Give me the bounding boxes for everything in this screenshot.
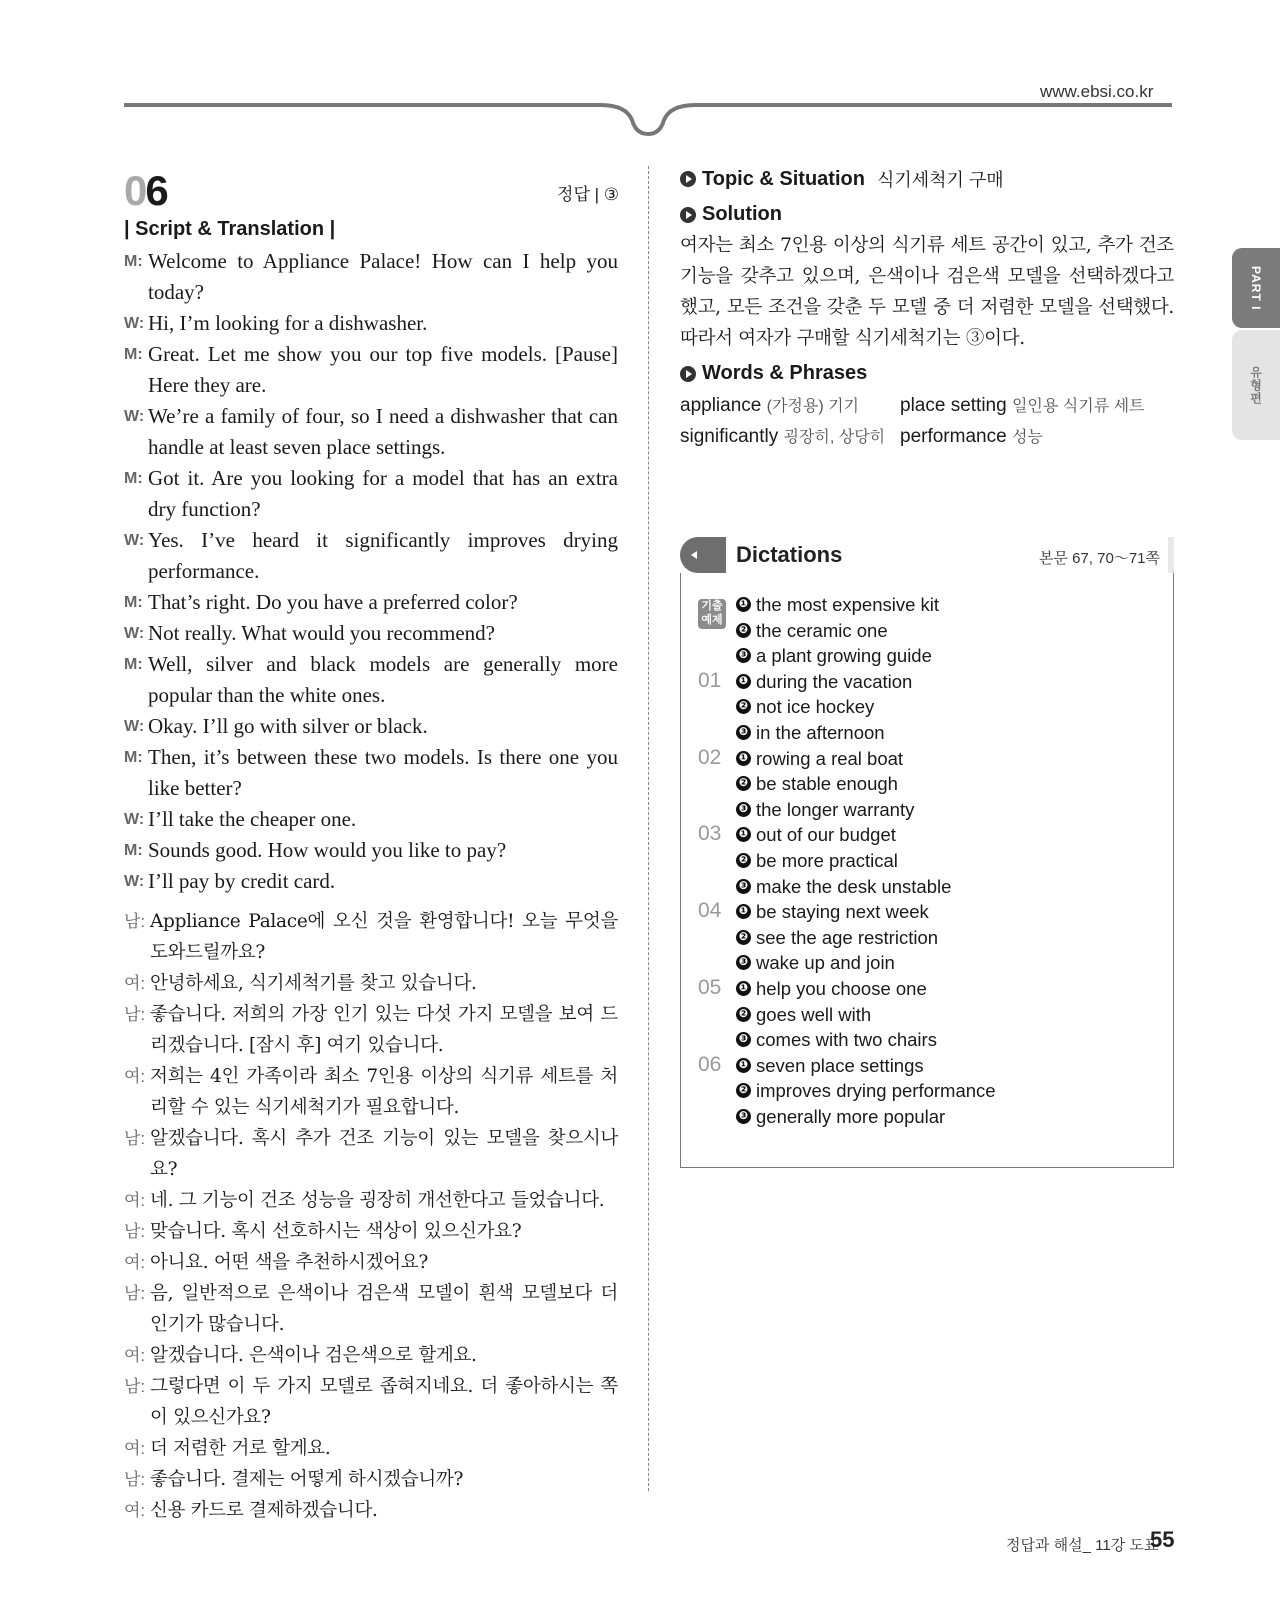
circled-number-icon: ❶ bbox=[736, 1058, 751, 1073]
dictation-text: be more practical bbox=[756, 850, 898, 871]
dictations-title: Dictations bbox=[736, 542, 843, 567]
dialogue-line bbox=[124, 742, 618, 804]
speaker-label: M: bbox=[124, 749, 143, 766]
translation-line bbox=[124, 1340, 618, 1371]
speaker-label: 남: bbox=[124, 1222, 146, 1241]
translation-line bbox=[124, 1123, 618, 1185]
dialogue-line bbox=[124, 835, 618, 866]
dictation-item bbox=[698, 1004, 1158, 1030]
circled-number-icon: ❶ bbox=[736, 751, 751, 766]
translation-text: 네. 그 기능이 건조 성능을 굉장히 개선한다고 들었습니다. bbox=[150, 1190, 605, 1211]
translation-line bbox=[124, 999, 618, 1061]
dialogue-line bbox=[124, 308, 618, 339]
dialogue-line bbox=[124, 525, 618, 587]
script-heading: | Script & Translation | bbox=[124, 218, 336, 240]
circled-number-icon: ❶ bbox=[736, 674, 751, 689]
speaker-label: W: bbox=[124, 532, 145, 549]
translation-text: 더 저렴한 거로 할게요. bbox=[150, 1438, 331, 1459]
translation-line bbox=[124, 968, 618, 999]
arrow-left-icon bbox=[691, 551, 697, 559]
header-rule bbox=[0, 96, 1280, 146]
translation-line bbox=[124, 1278, 618, 1340]
answer-label: 정답 | ③ bbox=[557, 185, 619, 204]
dictation-item bbox=[698, 722, 1158, 748]
circled-number-icon: ❸ bbox=[736, 955, 751, 970]
circled-number-icon: ❶ bbox=[736, 597, 751, 612]
past-exam-icon: 기출 예제 bbox=[698, 599, 726, 629]
dictation-text: out of our budget bbox=[756, 824, 896, 846]
circled-number-icon: ❷ bbox=[736, 699, 751, 714]
dictation-number: 02 bbox=[698, 745, 722, 769]
dictation-item bbox=[698, 620, 1158, 646]
play-bullet-icon bbox=[680, 207, 696, 223]
dictation-text: the longer warranty bbox=[756, 798, 915, 820]
dictation-text: the most expensive kit bbox=[756, 594, 940, 615]
speaker-label: M: bbox=[124, 470, 143, 487]
speaker-label: 여: bbox=[124, 1253, 146, 1272]
dictation-text: be stable enough bbox=[756, 773, 898, 795]
dictation-item bbox=[698, 901, 1158, 927]
solution-heading: Solution bbox=[702, 203, 782, 225]
words-section bbox=[680, 362, 867, 385]
dictation-text: be staying next week bbox=[756, 901, 929, 923]
translation-text: Appliance Palace에 오신 것을 환영합니다! 오늘 무엇을 도와드릴까요? bbox=[150, 911, 618, 963]
word-item: significantly 굉장히, 상당히 bbox=[680, 426, 886, 447]
dictation-number: 03 bbox=[698, 822, 722, 846]
dictation-text: rowing a real boat bbox=[756, 747, 904, 769]
speaker-label: W: bbox=[124, 873, 145, 890]
dictation-item bbox=[698, 799, 1158, 825]
word-item: performance 성능 bbox=[900, 426, 1043, 447]
dictation-item bbox=[698, 952, 1158, 978]
speaker-label: M: bbox=[124, 346, 143, 363]
dictation-text: wake up and join bbox=[756, 952, 895, 974]
dialogue-text: Not really. What would you recommend? bbox=[148, 621, 495, 645]
dialogue-line bbox=[124, 804, 618, 835]
dialogue-line bbox=[124, 339, 618, 401]
site-url: www.ebsi.co.kr bbox=[1040, 82, 1154, 101]
circled-number-icon: ❸ bbox=[736, 648, 751, 663]
dictations-page-ref: 본문 67, 70～71쪽 bbox=[1038, 550, 1160, 567]
solution-text: 여자는 최소 7인용 이상의 식기류 세트 공간이 있고, 추가 건조 기능을 갖추고 있으며, 은색이나 검은색 모델을 선택하겠다고 했고, 모든 조건을 갖춘 두 모델 중 더 저렴한 모델을 선택했다. 따라서 여자가 구매할 식기세척기는 ③이다. bbox=[680, 235, 1174, 349]
play-bullet-icon bbox=[680, 366, 696, 382]
dialogue-line bbox=[124, 618, 618, 649]
dictation-text: during the vacation bbox=[756, 670, 913, 692]
speaker-label: 여: bbox=[124, 974, 146, 993]
dialogue-script bbox=[124, 246, 618, 897]
dictation-text: in the afternoon bbox=[756, 722, 885, 743]
word-item: appliance (가정용) 기기 bbox=[680, 395, 860, 416]
dictation-text: not ice hockey bbox=[756, 696, 875, 718]
dialogue-text: Yes. I’ve heard it significantly improves drying performance. bbox=[148, 528, 618, 583]
circled-number-icon: ❸ bbox=[736, 1109, 751, 1124]
dialogue-line bbox=[124, 649, 618, 711]
dialogue-line bbox=[124, 711, 618, 742]
circled-number-icon: ❷ bbox=[736, 623, 751, 638]
footer-label: 정답과 해설_ 11강 도표 bbox=[1006, 1537, 1159, 1554]
dictation-item bbox=[698, 773, 1158, 799]
dictation-text: see the age restriction bbox=[756, 926, 939, 948]
speaker-label: 여: bbox=[124, 1191, 146, 1210]
dictation-text: make the desk unstable bbox=[756, 875, 952, 897]
dictation-item bbox=[698, 927, 1158, 953]
translation-text: 그렇다면 이 두 가지 모델로 좁혀지네요. 더 좋아하시는 쪽이 있으신가요? bbox=[150, 1376, 618, 1428]
translation-text: 좋습니다. 결제는 어떻게 하시겠습니까? bbox=[150, 1469, 464, 1490]
dictation-item bbox=[698, 978, 1158, 1004]
dialogue-text: Okay. I’ll go with silver or black. bbox=[148, 714, 428, 738]
dictation-number: 06 bbox=[698, 1052, 722, 1076]
dialogue-text: Hi, I’m looking for a dishwasher. bbox=[148, 311, 428, 335]
speaker-label: M: bbox=[124, 842, 143, 859]
dialogue-line bbox=[124, 401, 618, 463]
dictation-item bbox=[698, 824, 1158, 850]
translation-line bbox=[124, 1371, 618, 1433]
dialogue-text: That’s right. Do you have a preferred color? bbox=[148, 590, 518, 614]
circled-number-icon: ❶ bbox=[736, 904, 751, 919]
speaker-label: M: bbox=[124, 656, 143, 673]
circled-number-icon: ❷ bbox=[736, 1007, 751, 1022]
translation-line bbox=[124, 1495, 618, 1526]
speaker-label: 남: bbox=[124, 912, 146, 931]
dictation-item bbox=[698, 594, 1158, 626]
dialogue-translation bbox=[124, 906, 618, 1526]
translation-text: 맞습니다. 혹시 선호하시는 색상이 있으신가요? bbox=[150, 1221, 522, 1242]
topic-section bbox=[680, 166, 1004, 192]
dictations-header bbox=[680, 537, 1174, 573]
circled-number-icon: ❸ bbox=[736, 725, 751, 740]
circled-number-icon: ❶ bbox=[736, 981, 751, 996]
page-number: 55 bbox=[1150, 1527, 1175, 1552]
translation-text: 저희는 4인 가족이라 최소 7인용 이상의 식기류 세트를 처리할 수 있는 식기세척기가 필요합니다. bbox=[150, 1066, 618, 1118]
dialogue-line bbox=[124, 587, 618, 618]
dialogue-text: Got it. Are you looking for a model that has an extra dry function? bbox=[148, 466, 618, 521]
dictation-text: help you choose one bbox=[756, 978, 927, 999]
speaker-label: W: bbox=[124, 718, 145, 735]
speaker-label: 남: bbox=[124, 1005, 146, 1024]
speaker-label: 여: bbox=[124, 1501, 146, 1520]
speaker-label: M: bbox=[124, 253, 143, 270]
circled-number-icon: ❷ bbox=[736, 853, 751, 868]
solution-section bbox=[680, 203, 782, 226]
speaker-label: 남: bbox=[124, 1470, 146, 1489]
dictation-text: a plant growing guide bbox=[756, 645, 932, 667]
dialogue-line bbox=[124, 246, 618, 308]
speaker-label: M: bbox=[124, 594, 143, 611]
column-divider bbox=[648, 166, 649, 1491]
circled-number-icon: ❷ bbox=[736, 930, 751, 945]
translation-text: 음, 일반적으로 은색이나 검은색 모델이 흰색 모델보다 더 인기가 많습니다. bbox=[150, 1283, 618, 1335]
speaker-label: 남: bbox=[124, 1284, 146, 1303]
speaker-label: 여: bbox=[124, 1439, 146, 1458]
speaker-label: 여: bbox=[124, 1067, 146, 1086]
translation-text: 안녕하세요, 식기세척기를 찾고 있습니다. bbox=[150, 973, 477, 994]
dictation-item bbox=[698, 1080, 1158, 1106]
word-item: place setting 일인용 식기류 세트 bbox=[900, 395, 1145, 416]
dictation-item bbox=[698, 1106, 1158, 1132]
topic-heading: Topic & Situation bbox=[702, 167, 865, 190]
dialogue-text: I’ll pay by credit card. bbox=[148, 869, 336, 893]
translation-line bbox=[124, 1216, 618, 1247]
dialogue-line bbox=[124, 866, 618, 897]
circled-number-icon: ❷ bbox=[736, 776, 751, 791]
translation-line bbox=[124, 1061, 618, 1123]
circled-number-icon: ❸ bbox=[736, 802, 751, 817]
dialogue-text: Then, it’s between these two models. Is there one you like better? bbox=[148, 745, 618, 800]
dialogue-text: Sounds good. How would you like to pay? bbox=[148, 838, 507, 862]
dictation-number: 05 bbox=[698, 976, 722, 999]
translation-line bbox=[124, 1185, 618, 1216]
dialogue-text: Welcome to Appliance Palace! How can I help you today? bbox=[148, 249, 618, 304]
dictation-item bbox=[698, 745, 1158, 774]
tab-part-1[interactable]: PART I bbox=[1232, 248, 1280, 328]
translation-text: 좋습니다. 저희의 가장 인기 있는 다섯 가지 모델을 보여 드리겠습니다. [잠시 후] 여기 있습니다. bbox=[150, 1004, 618, 1056]
words-heading: Words & Phrases bbox=[702, 362, 868, 384]
speaker-label: 남: bbox=[124, 1129, 146, 1148]
question-number: 06 bbox=[124, 167, 167, 214]
circled-number-icon: ❶ bbox=[736, 827, 751, 842]
dictation-text: seven place settings bbox=[756, 1054, 924, 1076]
dictation-item bbox=[698, 1029, 1158, 1055]
dictation-text: generally more popular bbox=[756, 1106, 946, 1127]
translation-text: 알겠습니다. 은색이나 검은색으로 할게요. bbox=[150, 1345, 477, 1366]
play-bullet-icon bbox=[680, 171, 696, 187]
dictation-item bbox=[698, 1052, 1158, 1081]
topic-text: 식기세척기 구매 bbox=[876, 170, 1004, 190]
circled-number-icon: ❷ bbox=[736, 1083, 751, 1098]
speaker-label: 남: bbox=[124, 1377, 146, 1396]
speaker-label: W: bbox=[124, 625, 145, 642]
speaker-label: W: bbox=[124, 315, 145, 332]
translation-line bbox=[124, 1464, 618, 1495]
dictation-number: 04 bbox=[698, 899, 722, 923]
dictation-text: goes well with bbox=[756, 1003, 872, 1025]
circled-number-icon: ❸ bbox=[736, 879, 751, 894]
circled-number-icon: ❸ bbox=[736, 1032, 751, 1047]
dictation-item bbox=[698, 645, 1158, 671]
speaker-label: 여: bbox=[124, 1346, 146, 1365]
translation-line bbox=[124, 1247, 618, 1278]
dictation-item bbox=[698, 668, 1158, 697]
tab-type-section[interactable]: 유형편 bbox=[1232, 330, 1280, 440]
dictation-text: comes with two chairs bbox=[756, 1029, 937, 1051]
speaker-label: W: bbox=[124, 811, 145, 828]
dictation-item bbox=[698, 850, 1158, 876]
speaker-label: W: bbox=[124, 408, 145, 425]
dialogue-text: Great. Let me show you our top five models. [Pause] Here they are. bbox=[148, 342, 618, 397]
dictation-item bbox=[698, 696, 1158, 722]
dictation-item bbox=[698, 876, 1158, 902]
translation-line bbox=[124, 906, 618, 968]
translation-line bbox=[124, 1433, 618, 1464]
translation-text: 알겠습니다. 혹시 추가 건조 기능이 있는 모델을 찾으시나요? bbox=[150, 1128, 618, 1180]
dictations-tab[interactable] bbox=[680, 537, 726, 573]
dictation-text: improves drying performance bbox=[756, 1080, 996, 1102]
dictation-text: the ceramic one bbox=[756, 619, 888, 641]
dialogue-text: We’re a family of four, so I need a dishwasher that can handle at least seven place settings. bbox=[148, 404, 618, 459]
translation-text: 신용 카드로 결제하겠습니다. bbox=[150, 1500, 378, 1521]
translation-text: 아니요. 어떤 색을 추천하시겠어요? bbox=[150, 1252, 428, 1273]
dialogue-line bbox=[124, 463, 618, 525]
dictation-number: 01 bbox=[698, 668, 722, 692]
dialogue-text: I’ll take the cheaper one. bbox=[148, 807, 357, 831]
dialogue-text: Well, silver and black models are generally more popular than the white ones. bbox=[148, 652, 618, 707]
